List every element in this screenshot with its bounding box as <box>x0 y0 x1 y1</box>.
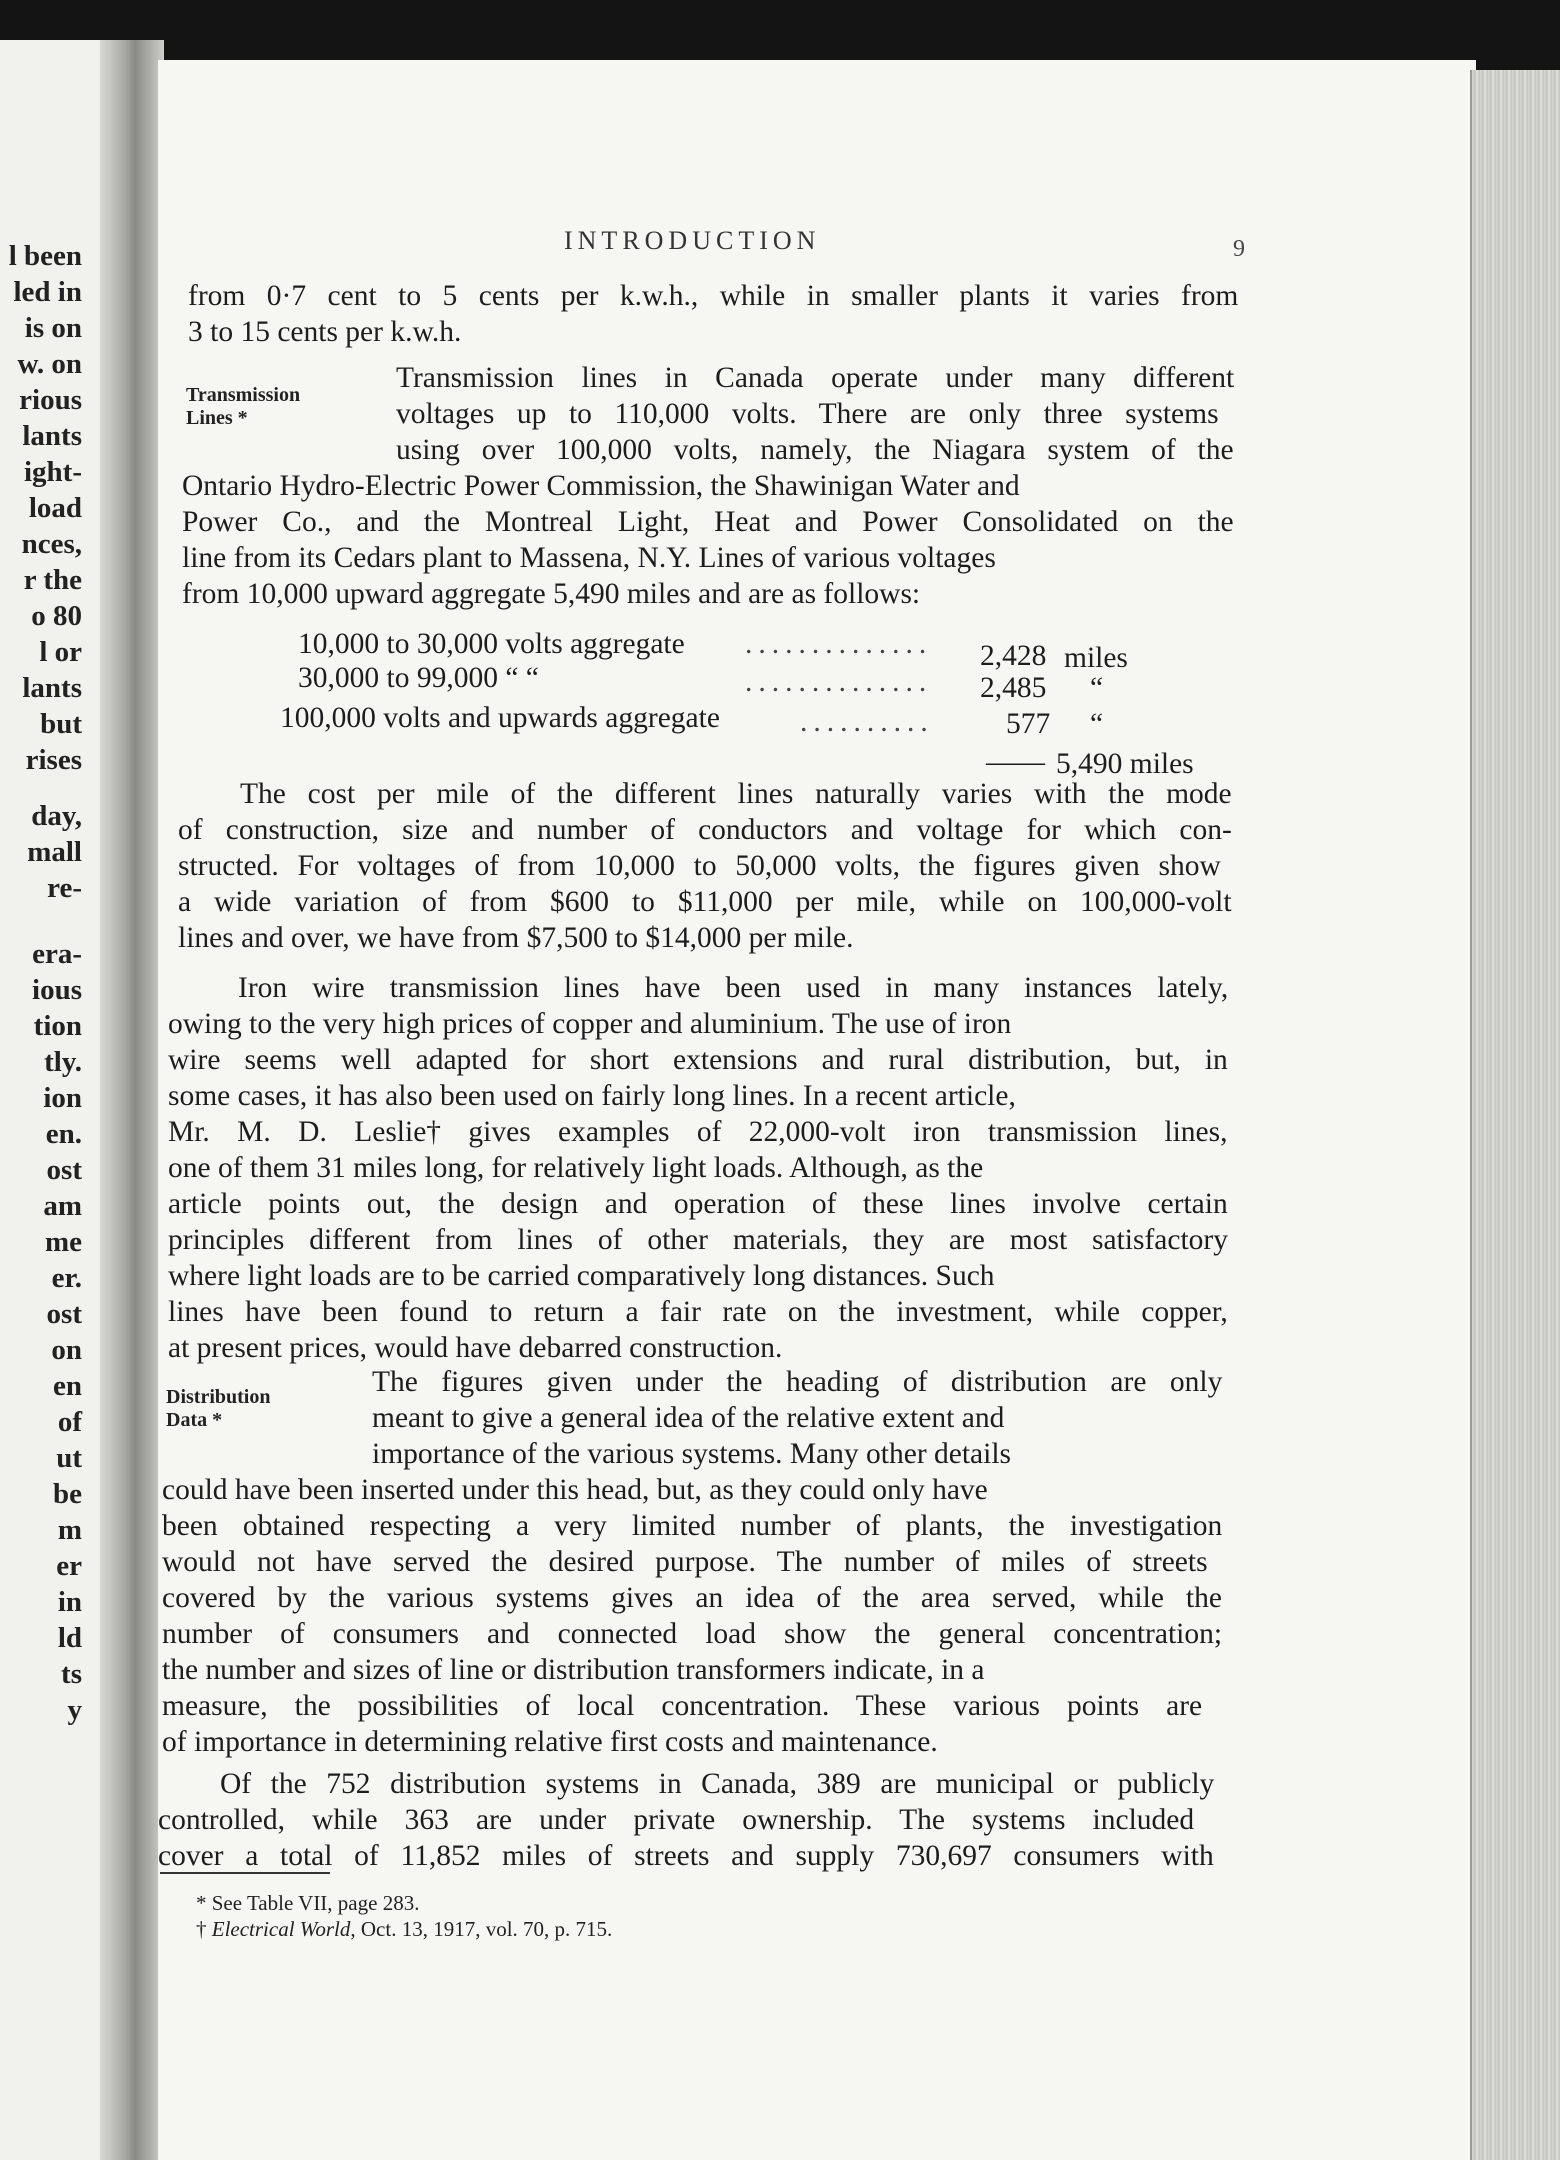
row-unit: “ <box>1090 672 1104 704</box>
text-line: from 10,000 upward aggregate 5,490 miles and are as follows: <box>182 578 921 610</box>
citation-rest: , Oct. 13, 1917, vol. 70, p. 715. <box>350 1917 613 1941</box>
row-value: 2,428 <box>980 640 1047 672</box>
text-line: Of the 752 distribution systems in Canada, 389 are municipal or publicly <box>220 1768 1215 1800</box>
facing-page-line: ight- <box>24 456 82 488</box>
facing-page-line: day, <box>31 800 82 832</box>
text-line: lines and over, we have from $7,500 to $14,000 per mile. <box>178 922 854 954</box>
row-unit: miles <box>1064 642 1128 674</box>
text-line: Ontario Hydro-Electric Power Commission, the Shawinigan Water and <box>182 470 1020 502</box>
facing-page-line: on <box>51 1334 82 1366</box>
facing-page-line: rises <box>25 744 82 776</box>
dagger-mark: † <box>196 1917 207 1941</box>
text-line: voltages up to 110,000 volts. There are only three systems <box>396 398 1219 430</box>
leader-dots: .......... <box>800 706 934 738</box>
text-line: Power Co., and the Montreal Light, Heat and Power Consolidated on the <box>182 506 1234 538</box>
text-line: from 0·7 cent to 5 cents per k.w.h., while in smaller plants it varies from <box>188 280 1239 312</box>
table-total: 5,490 miles <box>1056 748 1194 780</box>
journal-title: Electrical World <box>211 1917 351 1941</box>
text-line: been obtained respecting a very limited number of plants, the investigation <box>162 1510 1223 1542</box>
text-line: measure, the possibilities of local concentration. These various points are <box>162 1690 1203 1722</box>
facing-page-line: me <box>44 1226 82 1258</box>
facing-page-line: rious <box>19 384 82 416</box>
row-label: 100,000 volts and upwards aggregate <box>280 702 720 734</box>
text-line: using over 100,000 volts, namely, the Niagara system of the <box>396 434 1234 466</box>
text-line: some cases, it has also been used on fairly long lines. In a recent article, <box>168 1080 1016 1112</box>
text-line: lines have been found to return a fair rate on the investment, while copper, <box>168 1296 1228 1328</box>
leader-dots: .............. <box>745 628 933 660</box>
text-line: meant to give a general idea of the relative extent and <box>372 1402 1005 1434</box>
facing-page-line: ld <box>57 1622 82 1654</box>
facing-page-line: ious <box>32 974 82 1006</box>
facing-page-line: l been <box>8 240 82 272</box>
facing-page-line: led in <box>13 276 82 308</box>
facing-page-line: y <box>67 1694 82 1726</box>
text-line: The cost per mile of the different lines naturally varies with the mode <box>240 778 1232 810</box>
page-number: 9 <box>1233 236 1245 262</box>
facing-page-line: lants <box>22 420 82 452</box>
row-value: 577 <box>1006 708 1051 740</box>
facing-page-line: re- <box>47 872 82 904</box>
facing-page-line: ost <box>46 1298 82 1330</box>
total-dash: —— <box>986 746 1045 778</box>
facing-page-line: era- <box>32 938 82 970</box>
footnote-table-ref: * See Table VII, page 283. <box>196 1891 420 1915</box>
text-line: controlled, while 363 are under private ownership. The systems included <box>158 1804 1195 1836</box>
facing-page-line: ts <box>61 1658 82 1690</box>
text-line: wire seems well adapted for short extensions and rural distribution, but, in <box>168 1044 1228 1076</box>
text-line: principles different from lines of other materials, they are most satisfactory <box>168 1224 1228 1256</box>
facing-page-line: ion <box>43 1082 82 1114</box>
facing-page-line: mall <box>27 836 82 868</box>
row-unit: “ <box>1090 708 1104 740</box>
facing-page-line: en. <box>45 1118 82 1150</box>
facing-page-line: lants <box>22 672 82 704</box>
facing-page-line: ost <box>46 1154 82 1186</box>
text-line: structed. For voltages of from 10,000 to 50,000 volts, the figures given show <box>178 850 1221 882</box>
facing-page-line: but <box>40 708 82 740</box>
sidehead-line: Transmission <box>186 384 301 406</box>
row-label: 30,000 to 99,000 “ “ <box>298 662 539 694</box>
footnote-rule <box>160 1872 330 1874</box>
facing-page-line: be <box>53 1478 82 1510</box>
text-line: number of consumers and connected load show the general concentration; <box>162 1618 1223 1650</box>
text-line: covered by the various systems gives an idea of the area served, while the <box>162 1582 1222 1614</box>
text-line: where light loads are to be carried comparatively long distances. Such <box>168 1260 995 1292</box>
text-line: line from its Cedars plant to Massena, N.Y. Lines of various voltages <box>182 542 996 574</box>
sidehead-line: Lines * <box>186 407 248 429</box>
leader-dots: .............. <box>745 666 933 698</box>
text-line: a wide variation of from $600 to $11,000 per mile, while on 100,000-volt <box>178 886 1232 918</box>
text-line: article points out, the design and operation of these lines involve certain <box>168 1188 1228 1220</box>
facing-page-line: m <box>57 1514 82 1546</box>
text-line: Transmission lines in Canada operate under many different <box>396 362 1235 394</box>
text-line: Iron wire transmission lines have been used in many instances lately, <box>238 972 1229 1004</box>
text-line: owing to the very high prices of copper and aluminium. The use of iron <box>168 1008 1012 1040</box>
text-line: cover a total of 11,852 miles of streets and supply 730,697 consumers with <box>158 1840 1214 1872</box>
facing-page-line: r the <box>23 564 82 596</box>
facing-page-line: ut <box>56 1442 82 1474</box>
facing-page-line: er <box>56 1550 82 1582</box>
facing-page-line: tion <box>33 1010 82 1042</box>
text-line: at present prices, would have debarred construction. <box>168 1332 783 1364</box>
text-line: the number and sizes of line or distribution transformers indicate, in a <box>162 1654 985 1686</box>
facing-page-line: in <box>57 1586 82 1618</box>
facing-page-line: load <box>28 492 82 524</box>
text-line: one of them 31 miles long, for relatively light loads. Although, as the <box>168 1152 984 1184</box>
facing-page-line: en <box>53 1370 82 1402</box>
facing-page-line: l or <box>39 636 82 668</box>
running-header: INTRODUCTION <box>564 226 821 255</box>
text-line: importance of the various systems. Many other details <box>372 1438 1012 1470</box>
text-line: would not have served the desired purpose. The number of miles of streets <box>162 1546 1208 1578</box>
row-value: 2,485 <box>980 672 1047 704</box>
facing-page-line: of <box>57 1406 82 1438</box>
facing-page-line: am <box>43 1190 82 1222</box>
text-line: of importance in determining relative first costs and maintenance. <box>162 1726 938 1758</box>
facing-page-line: is on <box>24 312 82 344</box>
facing-page-line: o 80 <box>31 600 82 632</box>
text-line: The figures given under the heading of distribution are only <box>372 1366 1223 1398</box>
facing-page-line: w. on <box>17 348 82 380</box>
text-line: 3 to 15 cents per k.w.h. <box>188 316 462 348</box>
footnote-electrical-world <box>196 1916 612 1942</box>
row-label: 10,000 to 30,000 volts aggregate <box>298 628 685 660</box>
facing-page-line: tly. <box>44 1046 82 1078</box>
facing-page-line: nces, <box>21 528 82 560</box>
facing-page-line: er. <box>51 1262 82 1294</box>
text-line: of construction, size and number of conductors and voltage for which con- <box>178 814 1232 846</box>
text-line: could have been inserted under this head, but, as they could only have <box>162 1474 988 1506</box>
text-line: Mr. M. D. Leslie† gives examples of 22,000-volt iron transmission lines, <box>168 1116 1228 1148</box>
sidehead-line: Data * <box>166 1409 223 1431</box>
sidehead-line: Distribution <box>166 1386 271 1408</box>
